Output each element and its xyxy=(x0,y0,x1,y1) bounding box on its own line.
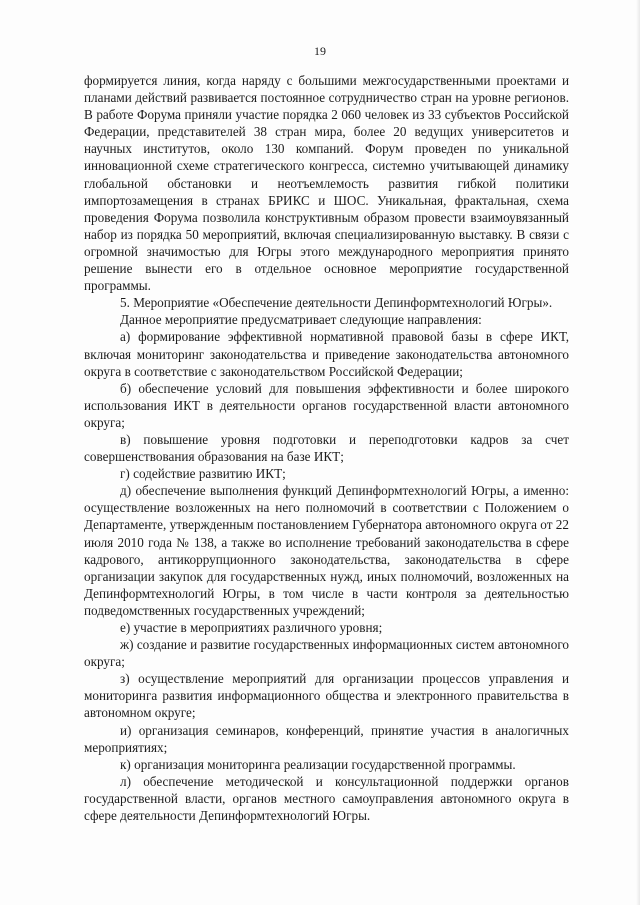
list-item-d: д) обеспечение выполнения функций Депинформтехнологий Югры, а именно: осуществление возложенных на него полномочий в соответствии с Положением о Департаменте, утвержденным постановлением Губернатора автономного округа от 22 июля 2010 года № 138, а также во исполнение требований законодательства в сфере кадрового, антикоррупционного законодательства, законодательства в сфере организации закупок для государственных нужд, иных полномочий, возложенных на Депинформтехнологий Югры, в том числе в части контроля за деятельностью подведомственных государственных учреждений; xyxy=(84,483,569,618)
list-item-a: а) формирование эффективной нормативной правовой базы в сфере ИКТ, включая мониторинг законодательства и приведение законодательства автономного округа в соответствие с законодательством Российской Федерации; xyxy=(84,329,569,379)
page-edge-shadow xyxy=(636,0,640,905)
paragraph-forum-continuation: формируется линия, когда наряду с большими межгосударственными проектами и планами действий развивается постоянное сотрудничество стран на уровне регионов. В работе Форума приняли участие порядка 2 060 человек из 33 субъектов Российской Федерации, представителей 38 стран мира, более 20 ведущих университетов и научных институтов, около 130 компаний. Форум проведен по уникальной инновационной схеме стратегического конгресса, системно учитывающей динамику глобальной обстановки и неотъемлемость развития гибкой политики импортозамещения в странах БРИКС и ШОС. Уникальная, фрактальная, схема проведения Форума позволила конструктивным образом провести взаимоувязанный набор из порядка 50 мероприятий, включая специализированную выставку. В связи с огромной значимостью для Югры этого международного мероприятия принято решение вынести его в отдельное основное мероприятие государственной программы. xyxy=(84,73,569,294)
document-body xyxy=(84,72,569,824)
list-item-l: л) обеспечение методической и консультационной поддержки органов государственной власти, органов местного самоуправления автономного округа в сфере деятельности Депинформтехнологий Югры. xyxy=(84,773,569,824)
list-item-v: в) повышение уровня подготовки и переподготовки кадров за счет совершенствования образования на базе ИКТ; xyxy=(84,431,569,465)
list-item-i: и) организация семинаров, конференций, принятие участия в аналогичных мероприятиях; xyxy=(84,722,569,755)
paragraph-activity-5-title: 5. Мероприятие «Обеспечение деятельности Депинформтехнологий Югры». xyxy=(120,295,553,311)
page-number: 19 xyxy=(314,44,326,58)
list-item-k: к) организация мониторинга реализации государственной программы. xyxy=(120,756,516,772)
list-item-b: б) обеспечение условий для повышения эффективности и более широкого использования ИКТ в деятельности органов государственной власти автономного округа; xyxy=(84,380,569,430)
list-item-zh: ж) создание и развитие государственных информационных систем автономного округа; xyxy=(84,637,569,670)
list-item-e: е) участие в мероприятиях различного уровня; xyxy=(120,620,383,635)
paragraph-directions-intro: Данное мероприятие предусматривает следующие направления: xyxy=(120,312,482,328)
list-item-z: з) осуществление мероприятий для организации процессов управления и мониторинга развития информационного общества и электронного правительства в автономном округе; xyxy=(84,671,569,721)
list-item-g: г) содействие развитию ИКТ; xyxy=(120,466,286,482)
